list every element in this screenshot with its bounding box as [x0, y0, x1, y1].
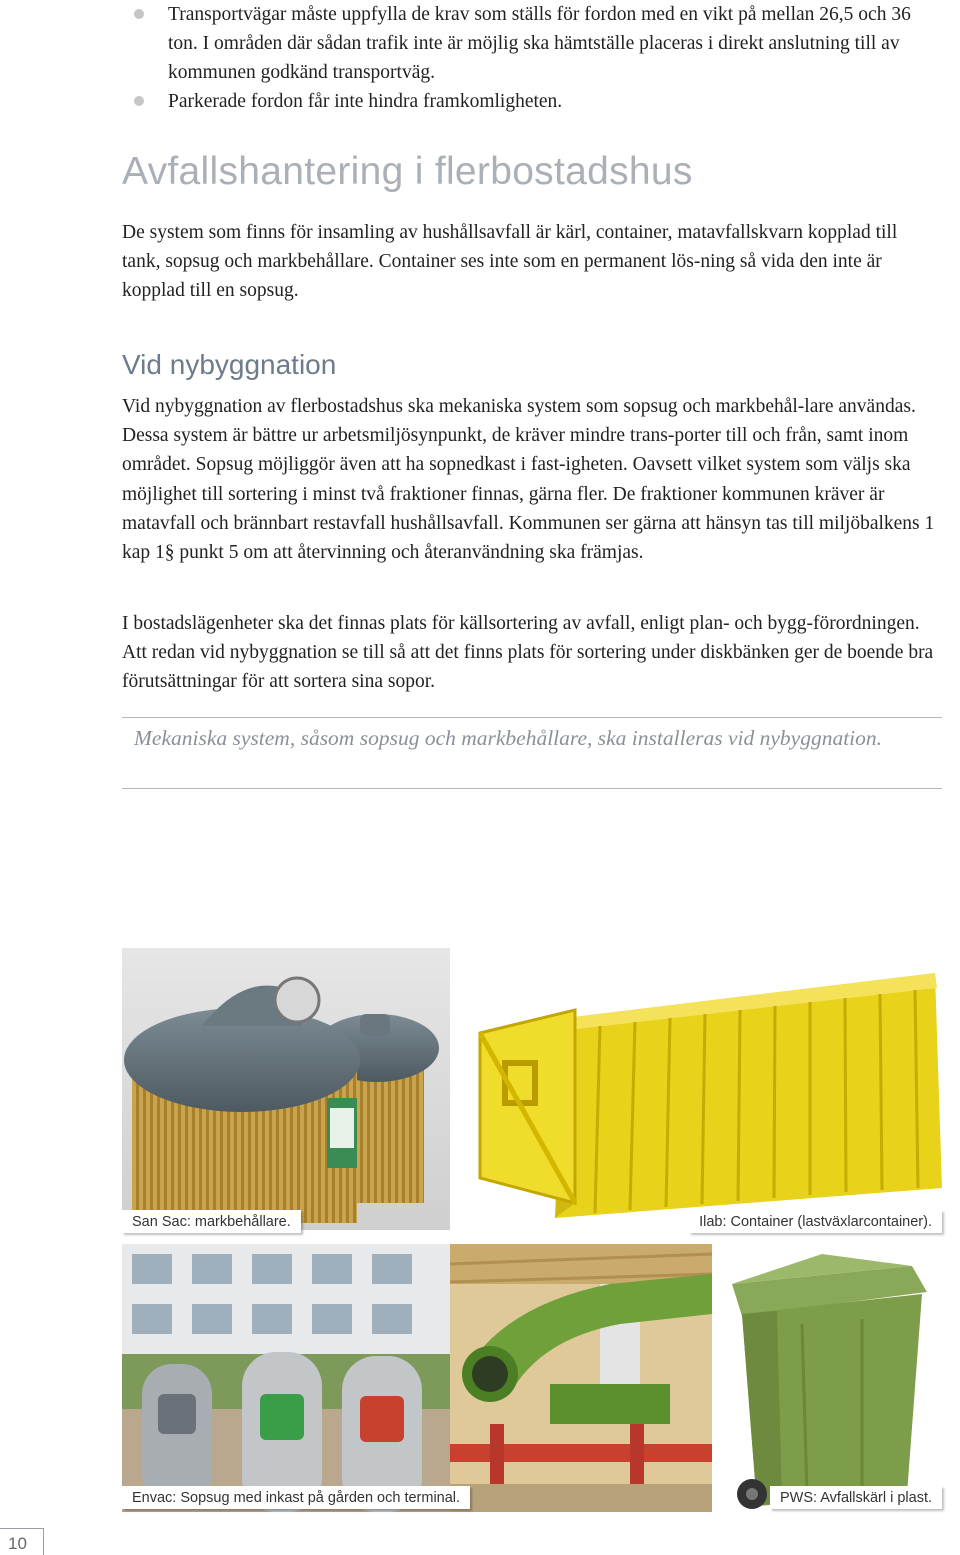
photo-ilab-container [450, 948, 942, 1230]
photo-caption: Envac: Sopsug med inkast på gården och terminal. [122, 1486, 470, 1509]
vacuum-inlet-photo-icon [122, 1244, 450, 1512]
bullet-item [120, 0, 940, 87]
bullet-item [120, 87, 940, 116]
vacuum-terminal-photo-icon [450, 1244, 712, 1512]
bullet-text: Transportvägar måste uppfylla de krav som ställs för fordon med en vikt på mellan 26,5 och 36 ton. I områden där sådan trafik inte är möjlig ska hämtställe placeras i direkt anslutning till av kommunen godkänd transportväg. [168, 4, 911, 83]
photo-pws-bin [712, 1244, 942, 1512]
photo-san-sac [122, 948, 450, 1230]
bullet-dot-icon [134, 96, 144, 106]
plastic-bin-photo-icon [712, 1244, 942, 1512]
intro-paragraph: De system som finns för insamling av hushållsavfall är kärl, container, matavfallskvarn kopplad till tank, sopsug och markbehållare. Container ses inte som en permanent lös-ning så vida den inte är kopplad till en sopsug. [122, 222, 898, 302]
photo-caption: San Sac: markbehållare. [122, 1210, 301, 1233]
subsection-title: Vid nybyggnation [122, 349, 337, 380]
yellow-container-photo-icon [450, 948, 942, 1230]
photo-grid [122, 948, 942, 1512]
page-number: 10 [0, 1528, 44, 1555]
pull-quote-box [122, 717, 942, 789]
section-title: Avfallshantering i flerbostadshus [122, 150, 693, 193]
pull-quote: Mekaniska system, såsom sopsug och markbehållare, ska installeras vid nybyggnation. [134, 726, 883, 750]
photo-caption: PWS: Avfallskärl i plast. [770, 1486, 942, 1509]
photo-envac-inlets [122, 1244, 450, 1512]
photo-caption: Ilab: Container (lastväxlarcontainer). [689, 1210, 942, 1233]
body-paragraph: I bostadslägenheter ska det finnas plats för källsortering av avfall, enligt plan- och bygg-förordningen. Att redan vid nybyggnation se till så att det finns plats för sortering under diskbänken ger de boende bra förutsättningar för att sortera sina sopor. [122, 613, 934, 693]
photo-envac-terminal [450, 1244, 712, 1512]
bullet-dot-icon [134, 9, 144, 19]
underground-container-photo-icon [122, 948, 450, 1230]
body-paragraph: Vid nybyggnation av flerbostadshus ska mekaniska system som sopsug och markbehål-lare användas. Dessa system är bättre ur arbetsmiljösynpunkt, de kräver mindre trans-porter till och från, samt inom området. Sopsug möjliggör även att ha sopnedkast i fast-igheten. Oavsett vilket system som väljs ska möjlighet till sortering i minst två fraktioner finnas, gärna fler. De fraktioner kommunen kräver är matavfall och brännbart restavfall hushållsavfall. Kommunen ser gärna att hänsyn tas till miljöbalkens 1 kap 1§ punkt 5 om att återvinning och återanvändning ska främjas. [122, 396, 935, 564]
bullet-text: Parkerade fordon får inte hindra framkomligheten. [168, 91, 563, 112]
bullet-list [120, 0, 940, 116]
